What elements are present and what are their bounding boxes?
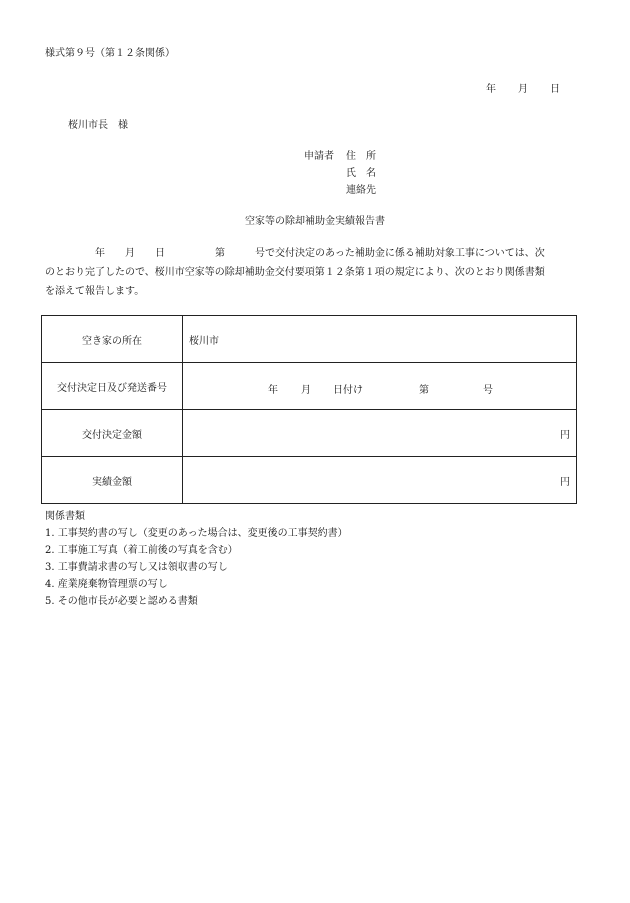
form-number: 様式第９号（第１２条関係） xyxy=(45,48,175,59)
decision-value[interactable] xyxy=(183,363,577,410)
actual-amount-value[interactable] xyxy=(183,457,577,504)
body-line-1: 年 月 日 第 号で交付決定のあった補助金に係る補助対象工事については、次 xyxy=(45,248,545,259)
applicant-contact-label: 連絡先 xyxy=(346,185,376,196)
date-day: 日 xyxy=(550,84,560,95)
date-month: 月 xyxy=(518,84,528,95)
list-item: 2. 工事施工写真（着工前後の写真を含む） xyxy=(45,545,238,556)
body-text xyxy=(45,244,577,301)
list-item: 3. 工事費請求書の写し又は領収書の写し xyxy=(45,562,228,573)
decision-label: 交付決定日及び発送番号 xyxy=(42,363,183,410)
decision-year: 年 xyxy=(268,385,278,396)
grant-amount-value[interactable] xyxy=(183,410,577,457)
report-title: 空家等の除却補助金実績報告書 xyxy=(245,216,385,227)
actual-amount-label: 実績金額 xyxy=(42,457,183,504)
decision-go: 号 xyxy=(483,385,493,396)
table-row xyxy=(42,363,577,410)
date-year: 年 xyxy=(486,84,496,95)
body-line-3: を添えて報告します。 xyxy=(45,286,145,297)
grant-amount-unit: 円 xyxy=(560,429,570,441)
table-row xyxy=(42,316,577,363)
related-documents xyxy=(45,508,348,610)
applicant-name-label: 氏 名 xyxy=(346,168,376,179)
location-label: 空き家の所在 xyxy=(42,316,183,363)
documents-heading: 関係書類 xyxy=(45,511,85,522)
body-line-2: のとおり完了したので、桜川市空家等の除却補助金交付要項第１２条第１項の規定により、次のとおり関係書類 xyxy=(45,267,545,278)
list-item: 5. その他市長が必要と認める書類 xyxy=(45,596,198,607)
table-row xyxy=(42,410,577,457)
actual-amount-unit: 円 xyxy=(560,476,570,488)
table-row xyxy=(42,457,577,504)
location-value[interactable]: 桜川市 xyxy=(183,316,577,363)
grant-amount-label: 交付決定金額 xyxy=(42,410,183,457)
applicant-address-label: 住 所 xyxy=(346,151,376,162)
list-item: 1. 工事契約書の写し（変更のあった場合は、変更後の工事契約書） xyxy=(45,528,348,539)
decision-dated: 日付け xyxy=(333,385,363,396)
report-table xyxy=(41,315,577,504)
date-line xyxy=(486,85,560,95)
addressee: 桜川市長 様 xyxy=(68,120,128,131)
applicant-label: 申請者 xyxy=(304,151,334,162)
decision-dai: 第 xyxy=(419,385,429,396)
list-item: 4. 産業廃棄物管理票の写し xyxy=(45,579,168,590)
decision-month: 月 xyxy=(301,385,311,396)
